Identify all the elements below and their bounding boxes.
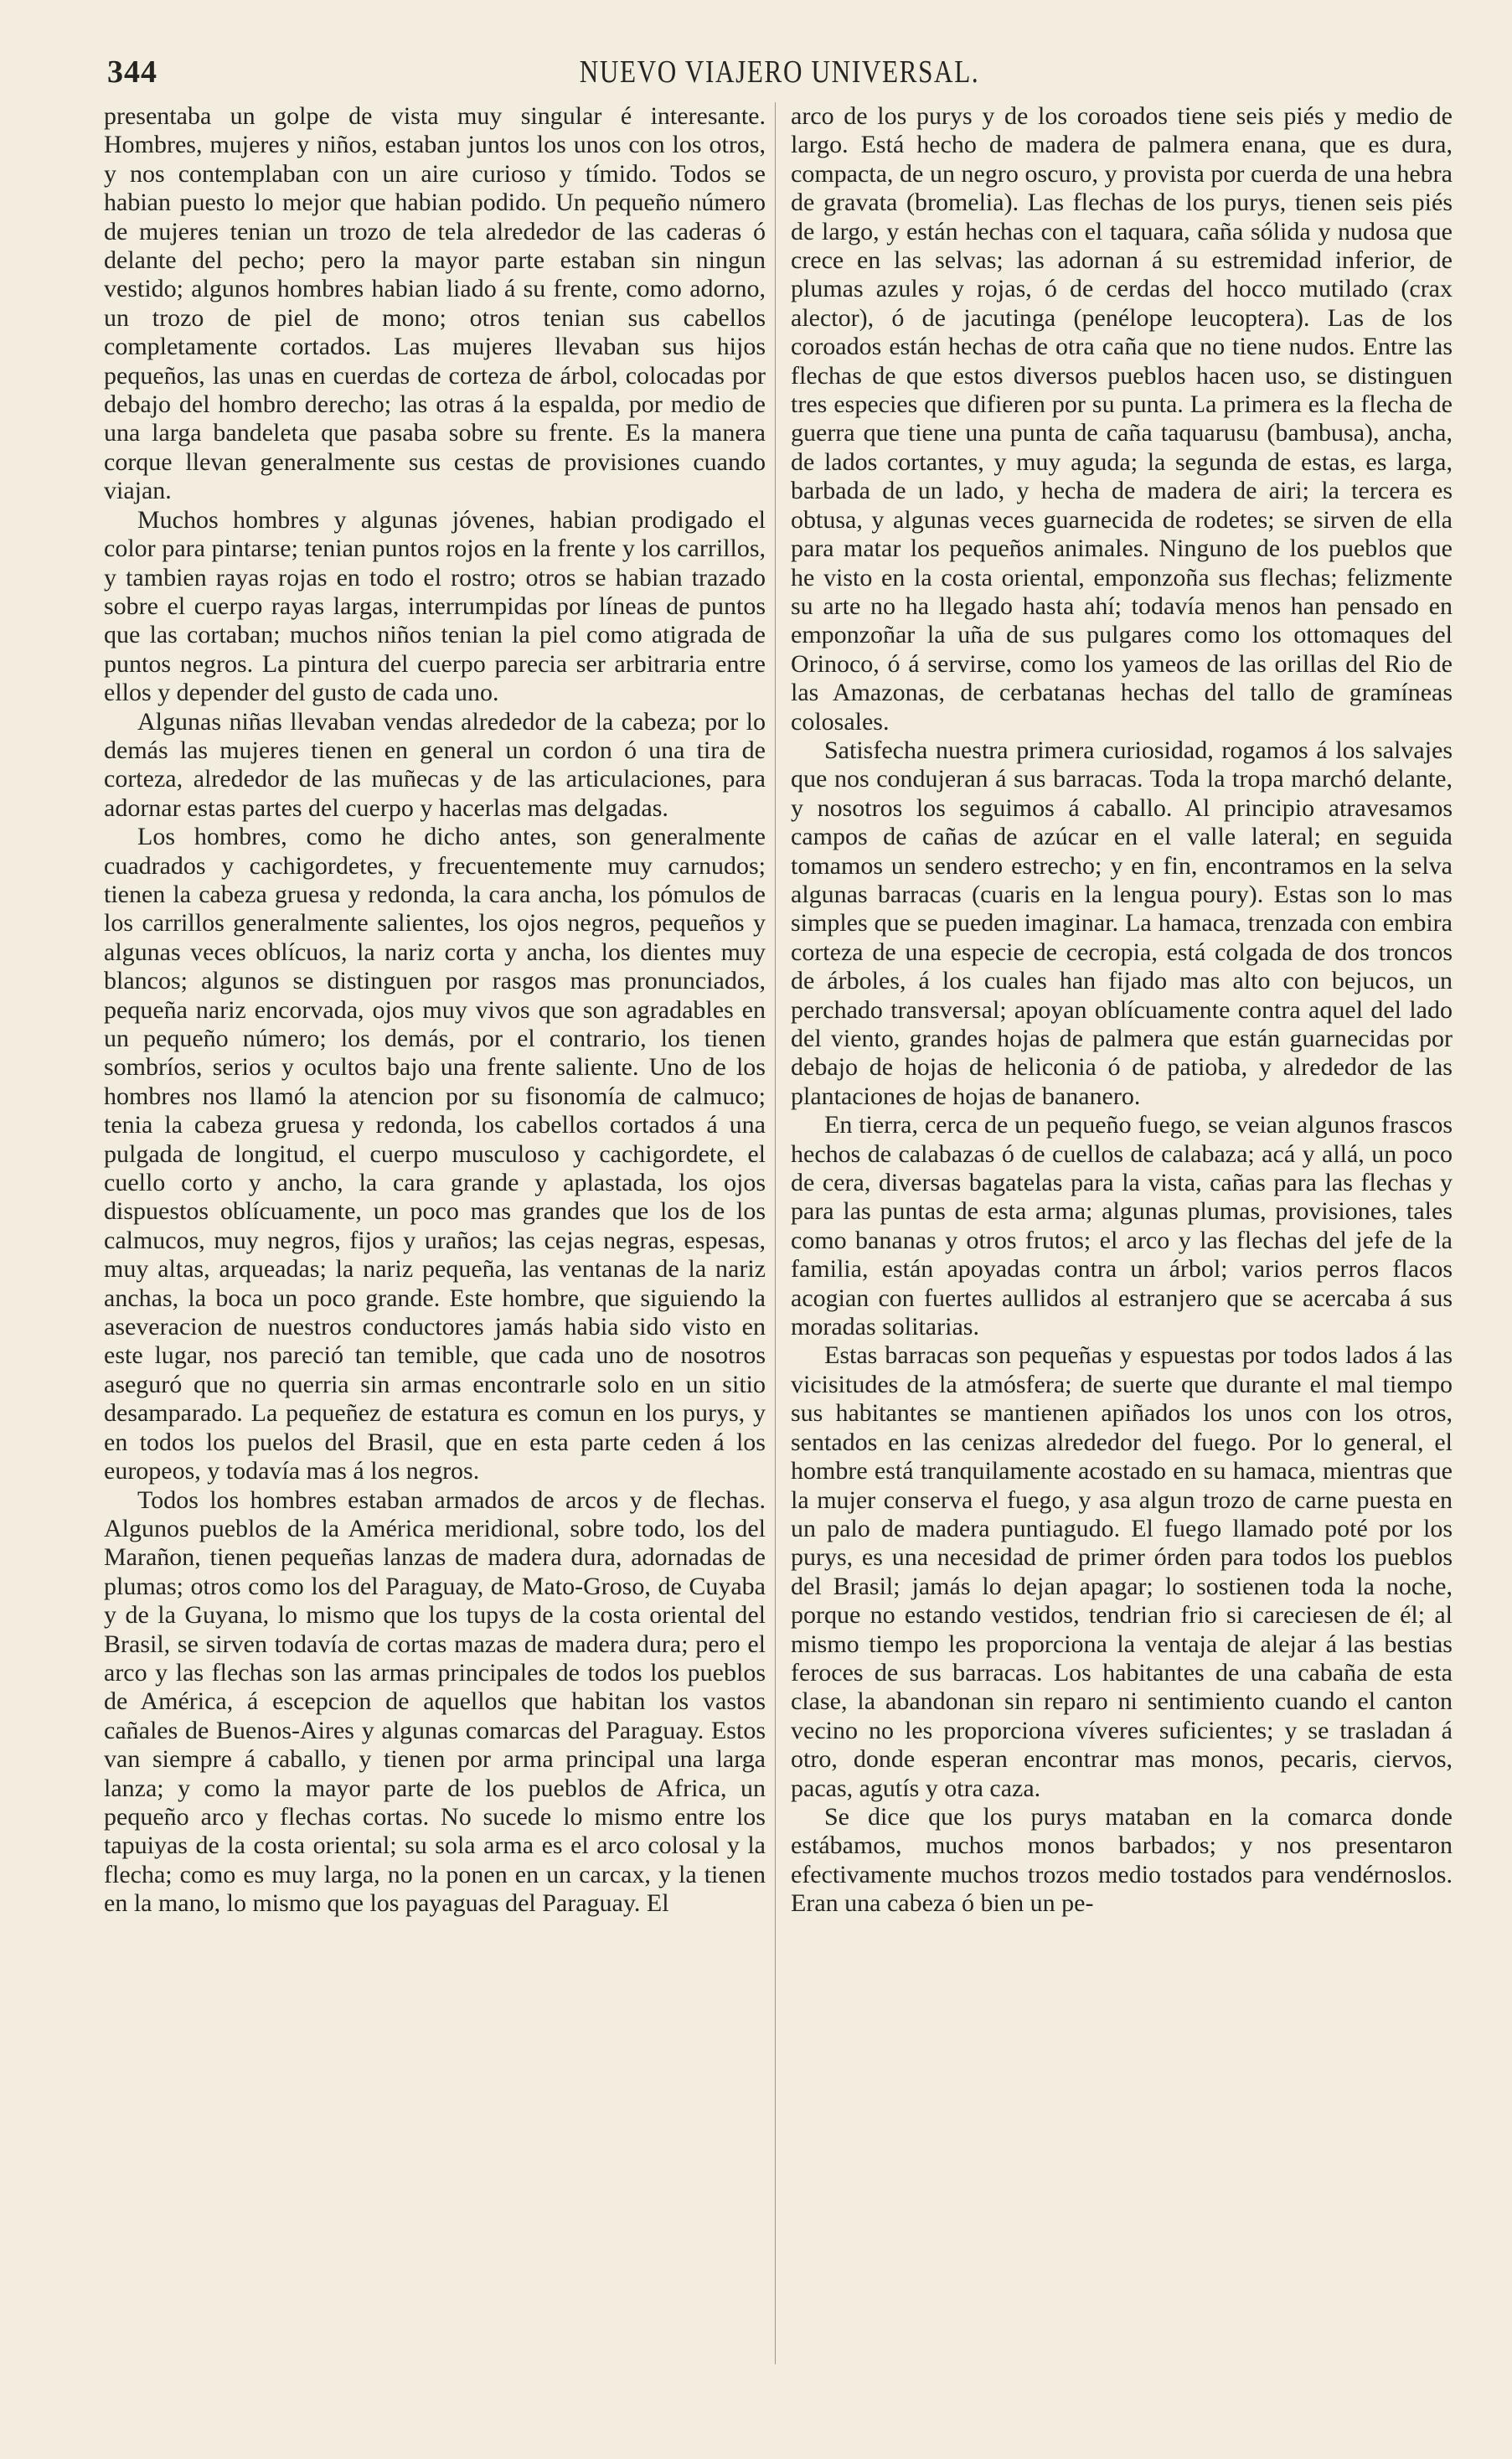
- running-title: NUEVO VIAJERO UNIVERSAL.: [579, 54, 980, 90]
- paragraph: Muchos hombres y algunas jóvenes, habian prodigado el color para pintarse; tenian puntos rojos en la frente y los carrillos, y tambien rayas rojas en todo el rostro; otros se habian trazado sobre el cuerpo rayas largas, interrumpidas por líneas de puntos que las cortaban; muchos niños tenian la piel como atigrada de puntos negros. La pintura del cuerpo parecia ser arbitraria entre ellos y depender del gusto de cada uno.: [104, 505, 766, 707]
- paragraph: Estas barracas son pequeñas y espuestas por todos lados á las vicisitudes de la atmósfera; de suerte que durante el mal tiempo sus habitantes se mantienen apiñados los unos con los otros, sentados en las cenizas alrededor del fuego. Por lo general, el hombre está tranquilamente acostado en su hamaca, mientras que la mujer conserva el fuego, y asa algun trozo de carne puesta en un palo de madera puntiagudo. El fuego llamado poté por los purys, es una necesidad de primer órden para todos los pueblos del Brasil; jamás lo dejan apagar; lo sostienen toda la noche, porque no estando vestidos, tendrian frio si careciesen de él; al mismo tiempo les proporciona la ventaja de alejar á las bestias feroces de sus barracas. Los habitantes de una cabaña de esta clase, la abandonan sin reparo ni sentimiento cuando el canton vecino no les proporciona víveres suficientes; y se trasladan á otro, donde esperan encontrar mas monos, pecaris, ciervos, pacas, agutís y otra caza.: [791, 1341, 1453, 1802]
- paragraph: Se dice que los purys mataban en la comarca donde estábamos, muchos monos barbados; y nos presentaron efectivamente muchos trozos medio tostados para vendérnoslos. Eran una cabeza ó bien un pe-: [791, 1802, 1453, 1918]
- left-column: [104, 102, 766, 2440]
- paragraph: Todos los hombres estaban armados de arcos y de flechas. Algunos pueblos de la América meridional, sobre todo, los del Marañon, tienen pequeñas lanzas de madera dura, adornadas de plumas; otros como los del Paraguay, de Mato-Groso, de Cuyaba y de la Guyana, lo mismo que los tupys de la costa oriental del Brasil, se sirven todavía de cortas mazas de madera dura; pero el arco y las flechas son las armas principales de todos los pueblos de América, á escepcion de aquellos que habitan los vastos cañales de Buenos-Aires y algunas comarcas del Paraguay. Estos van siempre á caballo, y tienen por arma principal una larga lanza; y como la mayor parte de los pueblos de Africa, un pequeño arco y flechas cortas. No sucede lo mismo entre los tapuiyas de la costa oriental; su sola arma es el arco colosal y la flecha; como es muy larga, no la ponen en un carcax, y la tienen en la mano, lo mismo que los payaguas del Paraguay. El: [104, 1485, 766, 1918]
- paragraph: Satisfecha nuestra primera curiosidad, rogamos á los salvajes que nos condujeran á sus barracas. Toda la tropa marchó delante, y nosotros los seguimos á caballo. Al principio atravesamos campos de cañas de azúcar en el valle lateral; en seguida tomamos un sendero estrecho; y en fin, encontramos en la selva algunas barracas (cuaris en la lengua poury). Estas son lo mas simples que se pueden imaginar. La hamaca, trenzada con embira corteza de una especie de cecropia, está colgada de dos troncos de árboles, á los cuales han fijado mas alto con bejucos, un perchado transversal; apoyan oblícuamente contra aquel del lado del viento, grandes hojas de palmera que están guarnecidas por debajo de hojas de heliconia ó de patioba, y alrededor de las plantaciones de hojas de bananero.: [791, 736, 1453, 1110]
- column-divider: [775, 102, 776, 2364]
- paragraph: Los hombres, como he dicho antes, son generalmente cuadrados y cachigordetes, y frecuentemente muy carnudos; tienen la cabeza gruesa y redonda, la cara ancha, los pómulos de los carrillos generalmente salientes, los ojos negros, pequeños y algunas veces oblícuos, la nariz corta y ancha, los dientes muy blancos; algunos se distinguen por rasgos mas pronunciados, pequeña nariz encorvada, ojos muy vivos que son agradables en un pequeño número; los demás, por el contrario, los tienen sombríos, serios y ocultos bajo una frente saliente. Uno de los hombres nos llamó la atencion por su fisonomía de calmuco; tenia la cabeza gruesa y redonda, los cabellos cortados á una pulgada de longitud, el cuerpo musculoso y cachigordete, el cuello corto y ancho, la cara grande y aplastada, los ojos dispuestos oblícuamente, un poco mas grandes que los de los calmucos, muy negros, fijos y uraños; las cejas negras, espesas, muy altas, arqueadas; la nariz pequeña, las ventanas de la nariz anchas, la boca un poco grande. Este hombre, que siguiendo la aseveracion de nuestros conductores jamás habia sido visto en este lugar, nos pareció tan temible, que cada uno de nosotros aseguró que no querria sin armas encontrarle solo en un sitio desamparado. La pequeñez de estatura es comun en los purys, y en todos los puelos del Brasil, que en esta parte ceden á los europeos, y todavía mas á los negros.: [104, 823, 766, 1485]
- paragraph: presentaba un golpe de vista muy singular é interesante. Hombres, mujeres y niños, estaban juntos los unos con los otros, y nos contemplaban con un aire curioso y tímido. Todos se habian puesto lo mejor que habian podido. Un pequeño número de mujeres tenian un trozo de tela alrededor de las caderas ó delante del pecho; pero la mayor parte estaban sin ningun vestido; algunos hombres habian liado á su frente, como adorno, un trozo de piel de mono; otros tenian sus cabellos completamente cortados. Las mujeres llevaban sus hijos pequeños, las unas en cuerdas de corteza de árbol, colocadas por debajo del hombro derecho; las otras á la espalda, por medio de una larga bandeleta que pasaba sobre su frente. Es la manera corque llevan generalmente sus cestas de provisiones cuando viajan.: [104, 102, 766, 505]
- paragraph: En tierra, cerca de un pequeño fuego, se veian algunos frascos hechos de calabazas ó de cuellos de calabaza; acá y allá, un poco de cera, diversas bagatelas para la vista, cañas para las flechas y para las puntas de esta arma; algunas plumas, provisiones, tales como bananas y otros frutos; el arco y las flechas del jefe de la familia, están apoyadas contra un árbol; varios perros flacos acogian con fuertes aullidos al estranjero que se acercaba á sus moradas solitarias.: [791, 1111, 1453, 1341]
- page-number: 344: [107, 54, 157, 90]
- paragraph: Algunas niñas llevaban vendas alrededor de la cabeza; por lo demás las mujeres tienen en general un cordon ó una tira de corteza, alrededor de las muñecas y de las articulaciones, para adornar estas partes del cuerpo y hacerlas mas delgadas.: [104, 707, 766, 822]
- running-head: [107, 54, 1452, 104]
- right-column: [791, 102, 1453, 2440]
- paragraph: arco de los purys y de los coroados tiene seis piés y medio de largo. Está hecho de madera de palmera enana, que es dura, compacta, de un negro oscuro, y provista por cuerda de una hebra de gravata (bromelia). Las flechas de los purys, tienen seis piés de largo, y están hechas con el taquara, caña sólida y nudosa que crece en las selvas; las adornan á su estremidad inferior, de plumas azules y rojas, ó de cerdas del hocco mutilado (crax alector), ó de jacutinga (penélope leucoptera). Las de los coroados están hechas de otra caña que no tiene nudos. Entre las flechas de que estos diversos pueblos hacen uso, se distinguen tres especies que difieren por su punta. La primera es la flecha de guerra que tiene una punta de caña taquarusu (bambusa), ancha, de lados cortantes, y muy aguda; la segunda de estas, es larga, barbada de un lado, y hecha de madera de airi; la tercera es obtusa, y algunas veces guarnecida de rodetes; se sirven de ella para matar los pequeños animales. Ninguno de los pueblos que he visto en la costa oriental, emponzoña sus flechas; felizmente su arte no ha llegado hasta ahí; todavía menos han pensado en emponzoñar la uña de sus pulgares como los ottomaques del Orinoco, ó á servirse, como los yameos de las orillas del Rio de las Amazonas, de cerbatanas hechas del tallo de gramíneas colosales.: [791, 102, 1453, 736]
